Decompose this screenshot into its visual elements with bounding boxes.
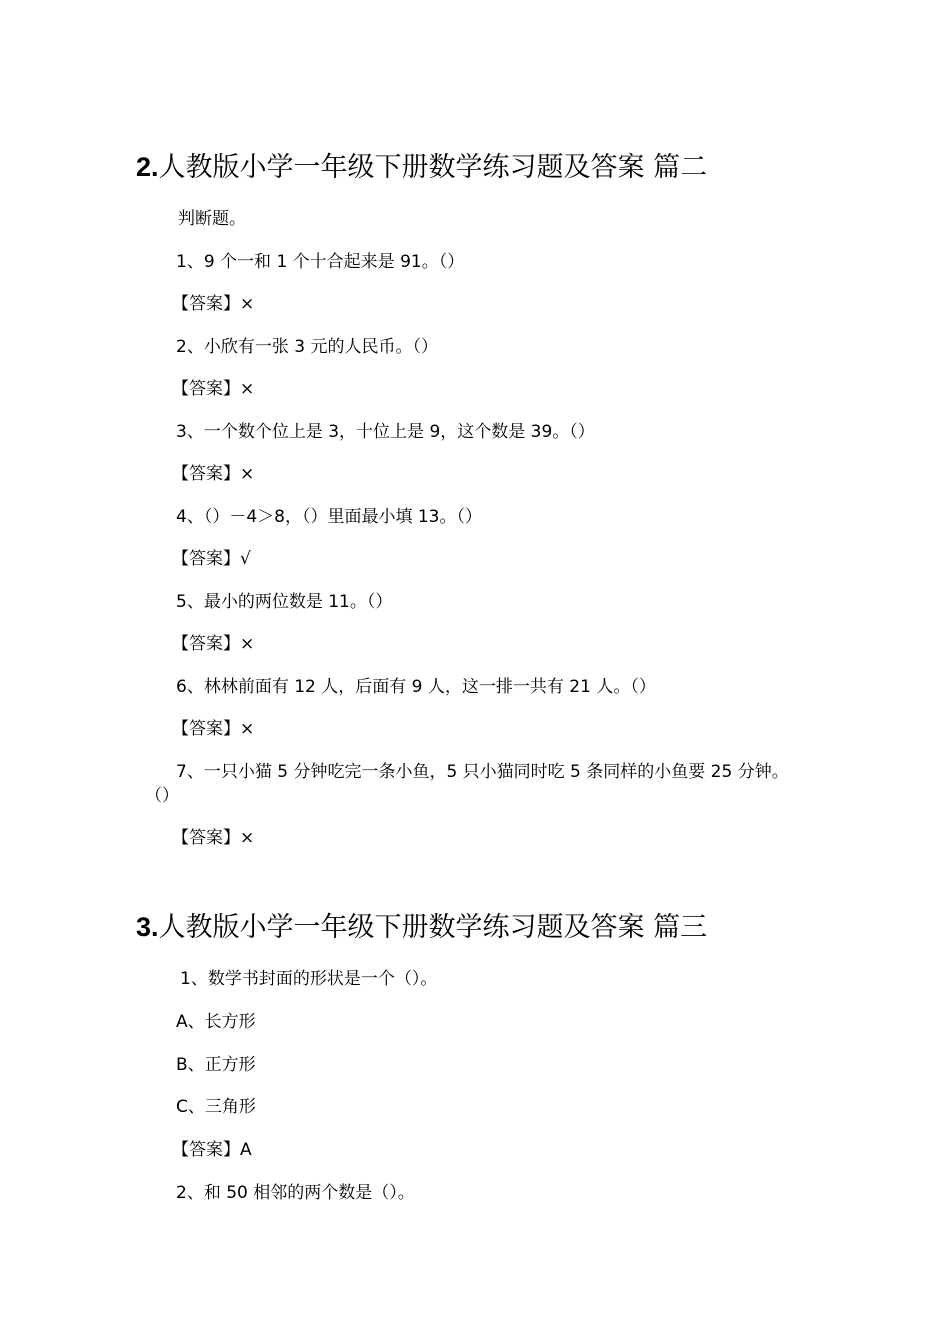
question-4: 4、（）－4＞8，（）里面最小填 13。（） bbox=[176, 507, 482, 527]
question-7-continuation: （） bbox=[145, 786, 179, 806]
question-6: 6、林林前面有 12 人，后面有 9 人，这一排一共有 21 人。（） bbox=[176, 677, 656, 697]
question-1: 1、9 个一和 1 个十合起来是 91。（） bbox=[176, 252, 465, 272]
option-a: A、长方形 bbox=[176, 1012, 256, 1032]
section-2-number: 2. bbox=[136, 152, 159, 182]
question-5: 5、最小的两位数是 11。（） bbox=[176, 592, 393, 612]
section-3-title: 人教版小学一年级下册数学练习题及答案 篇三 bbox=[158, 912, 708, 943]
section-3-number: 3. bbox=[136, 912, 159, 942]
answer-4: 【答案】√ bbox=[172, 549, 251, 569]
answer-2: 【答案】× bbox=[172, 379, 255, 399]
option-b: B、正方形 bbox=[176, 1055, 256, 1075]
mc-question-2: 2、和 50 相邻的两个数是（）。 bbox=[176, 1183, 415, 1203]
mc-answer-1: 【答案】A bbox=[172, 1140, 252, 1160]
question-2: 2、小欣有一张 3 元的人民币。（） bbox=[176, 337, 438, 357]
section-2-heading bbox=[136, 150, 707, 185]
question-3: 3、一个数个位上是 3，十位上是 9，这个数是 39。（） bbox=[176, 422, 595, 442]
question-7: 7、一只小猫 5 分钟吃完一条小鱼，5 只小猫同时吃 5 条同样的小鱼要 25 分钟。 bbox=[176, 762, 789, 782]
answer-7: 【答案】× bbox=[172, 828, 255, 848]
section-2-title: 人教版小学一年级下册数学练习题及答案 篇二 bbox=[158, 152, 708, 183]
answer-6: 【答案】× bbox=[172, 719, 255, 739]
option-c: C、三角形 bbox=[176, 1097, 256, 1117]
section-2-intro: 判断题。 bbox=[178, 209, 246, 229]
answer-5: 【答案】× bbox=[172, 634, 255, 654]
answer-3: 【答案】× bbox=[172, 464, 255, 484]
answer-1: 【答案】× bbox=[172, 294, 255, 314]
mc-question-1: 1、数学书封面的形状是一个（）。 bbox=[180, 969, 438, 989]
section-3-heading bbox=[136, 910, 707, 945]
